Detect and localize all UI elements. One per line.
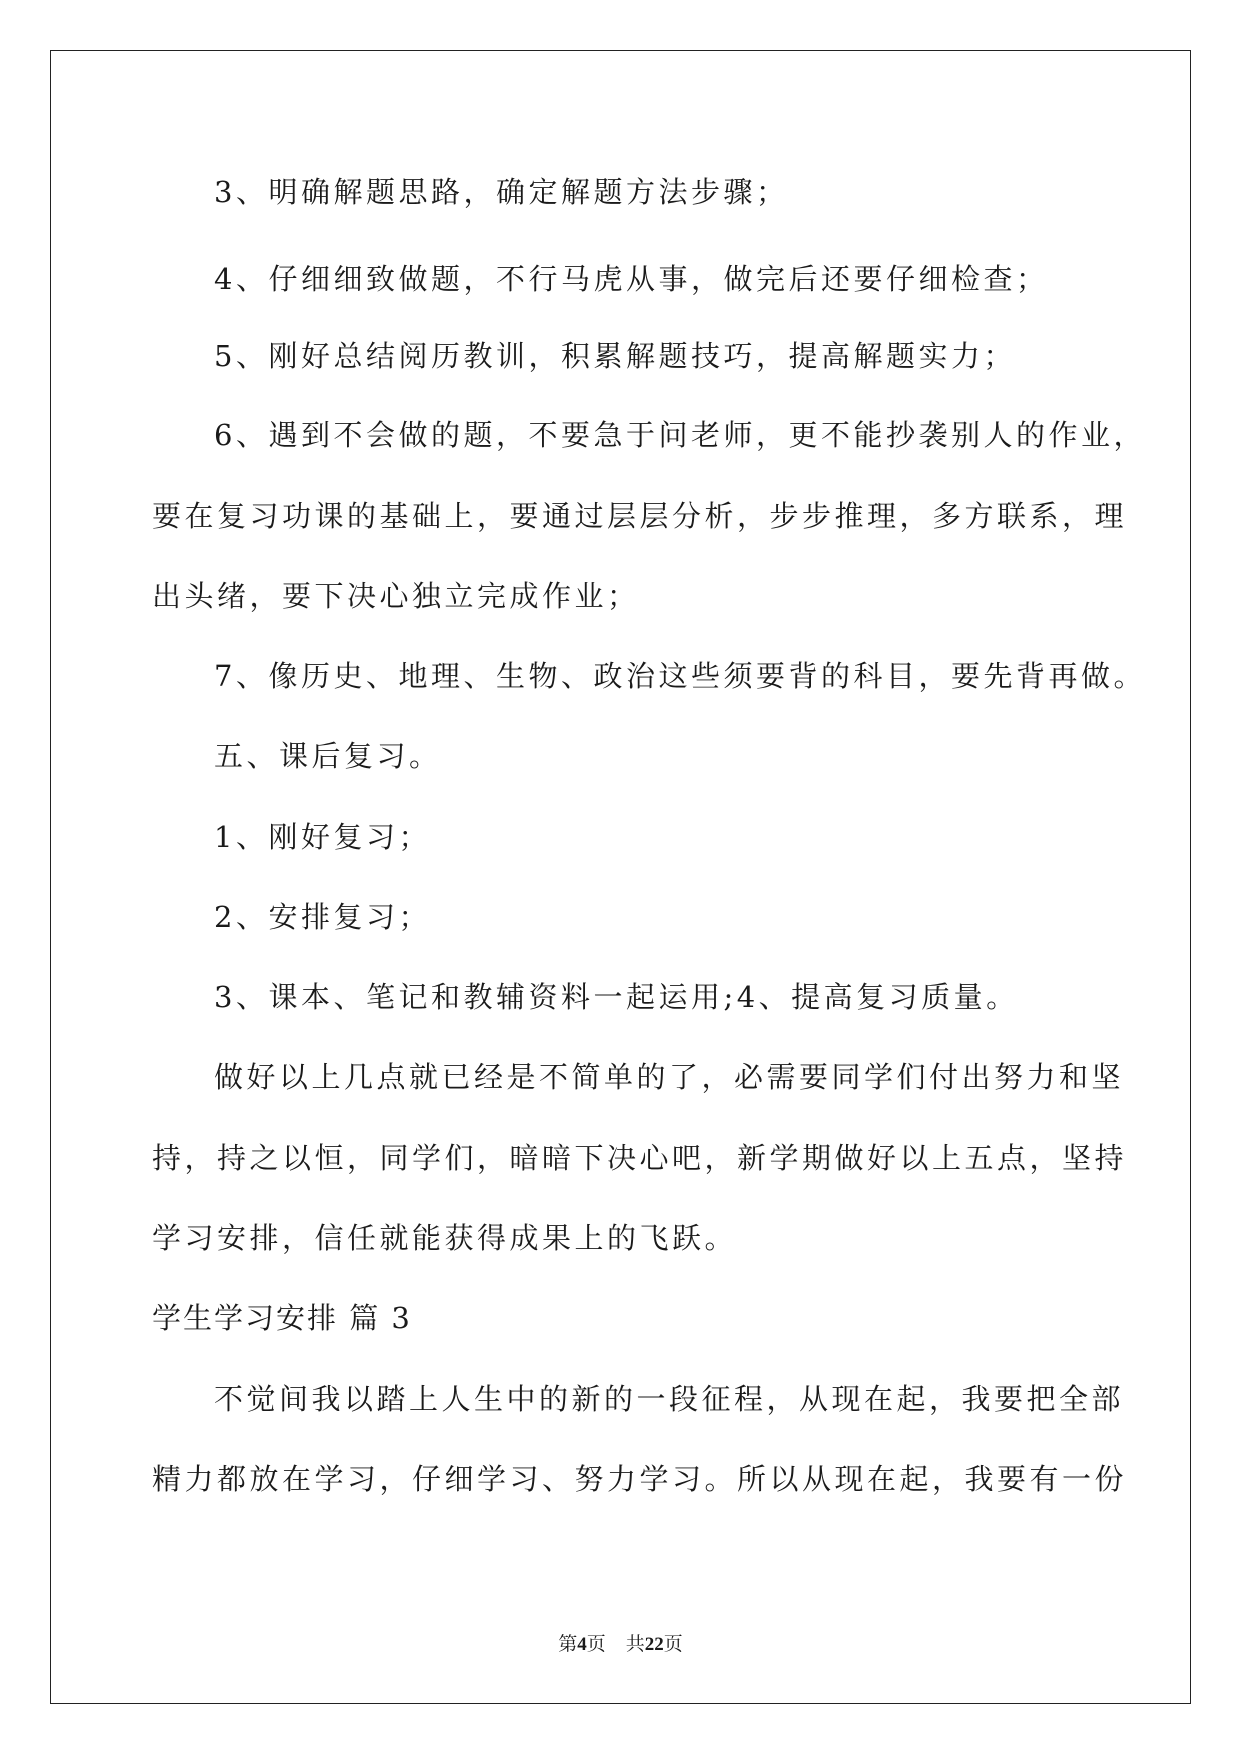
section-heading: 学生学习安排 篇 3 [152,1301,412,1335]
text-line: 5、刚好总结阅历教训，积累解题技巧，提高解题实力； [214,339,1016,373]
page-footer [0,1634,1241,1656]
text-line: 出头绪，要下决心独立完成作业； [152,579,640,613]
footer-total-suffix: 页 [663,1634,683,1655]
text-line: 要在复习功课的基础上，要通过层层分析，步步推理，多方联系，理 [152,499,1128,533]
footer-prefix: 第 [558,1634,578,1655]
text-line: 3、明确解题思路，确定解题方法步骤； [214,175,789,209]
text-line: 6、遇到不会做的题，不要急于问老师，更不能抄袭别人的作业， [214,418,1146,452]
text-line: 学习安排，信任就能获得成果上的飞跃。 [152,1221,738,1255]
page-border [50,50,1191,1704]
footer-page-suffix: 页 [586,1634,606,1655]
footer-page-number: 4 [577,1634,587,1655]
text-line: 精力都放在学习，仔细学习、努力学习。所以从现在起，我要有一份 [152,1462,1128,1496]
text-line: 7、像历史、地理、生物、政治这些须要背的科目，要先背再做。 [214,659,1146,693]
text-line: 1、刚好复习； [214,820,431,854]
text-line: 五、课后复习。 [214,739,442,773]
text-line: 不觉间我以踏上人生中的新的一段征程，从现在起，我要把全部 [214,1382,1125,1416]
footer-total-pages: 22 [644,1634,664,1655]
footer-total-prefix: 共 [625,1634,645,1655]
text-line: 做好以上几点就已经是不简单的了，必需要同学们付出努力和坚 [214,1060,1125,1094]
text-line: 4、仔细细致做题，不行马虎从事，做完后还要仔细检查； [214,262,1049,296]
text-line: 2、安排复习； [214,900,431,934]
text-line: 持，持之以恒，同学们，暗暗下决心吧，新学期做好以上五点，坚持 [152,1141,1128,1175]
text-line: 3、课本、笔记和教辅资料一起运用;4、提高复习质量。 [214,980,1019,1014]
